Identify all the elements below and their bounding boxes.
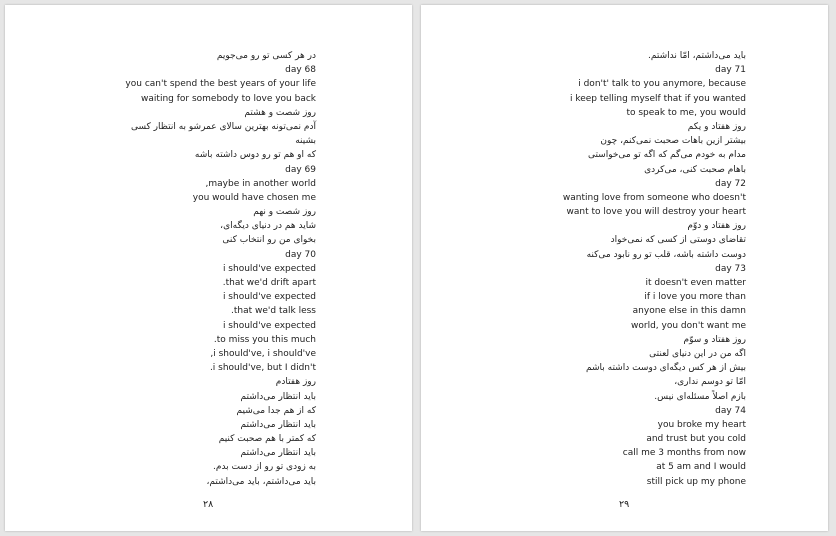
text-line: day 73 [715, 263, 746, 274]
text-line: to speak to me, you would [626, 107, 746, 118]
text-line: .that we'd drift apart [222, 278, 316, 288]
text-line: که از هم جدا می‌شیم [236, 405, 316, 416]
text-line: باهام صحبت کنی، می‌کردی [644, 164, 746, 175]
text-line: روز شصت و هشتم [244, 107, 316, 118]
text-line: آدم نمی‌تونه بهترین سالای عمرشو به انتظار کسی [130, 121, 316, 132]
text-line: باید انتظار می‌داشتم [240, 419, 316, 430]
text-line: امّا تو دوسم نداری، [674, 377, 746, 388]
left-page-number: ۲۸ [203, 499, 214, 510]
text-line: اگه من در این دنیای لعنتی [649, 348, 746, 359]
text-line: بشینه [295, 136, 316, 147]
text-line: day 68 [285, 65, 316, 76]
text-line: and trust but you cold [646, 434, 746, 445]
text-line: i should've expected [222, 320, 316, 331]
right-page-number: ۲۹ [619, 499, 630, 510]
text-line: day 70 [285, 249, 316, 260]
text-line: .i should've, but I didn't [209, 363, 316, 374]
text-line: still pick up my phone [646, 476, 746, 487]
right-page [421, 5, 828, 531]
text-line: at 5 am and I would [656, 462, 746, 473]
text-line: در هر کسی تو رو می‌جویم [216, 51, 316, 61]
text-line: call me 3 months from now [622, 448, 746, 459]
text-line: ,i should've, i should've [210, 348, 316, 359]
text-line: بیش از هر کس دیگه‌ای دوست داشته باشم [586, 363, 746, 374]
text-line: روز شصت و نهم [253, 207, 316, 218]
text-line: روز هفتاد و یکم [687, 121, 746, 132]
text-line: ,maybe in another world [205, 178, 316, 189]
text-line: want to love you will destroy your heart [566, 207, 746, 218]
text-line: day 69 [285, 164, 316, 175]
text-line: روز هفتاد و سوّم [683, 334, 746, 345]
text-line: waiting for somebody to love you back [141, 93, 316, 104]
text-line: world, you don't want me [631, 320, 746, 331]
text-line: day 72 [715, 178, 746, 189]
text-line: روز هفتاد و دوّم [687, 221, 746, 232]
text-line: day 74 [715, 405, 746, 416]
text-line: که کمتر با هم صحبت کنیم [218, 434, 316, 445]
left-page-text [125, 49, 316, 489]
text-line: تقاضای دوستی از کسی که نمی‌خواد [610, 235, 746, 246]
text-line: if i love you more than [644, 292, 746, 303]
text-line: .to miss you this much [213, 334, 316, 345]
text-line: بازم اصلاً مسئله‌ای نیس. [654, 391, 746, 402]
text-line: anyone else in this damn [632, 306, 746, 317]
text-line: it doesn't even matter [645, 278, 746, 288]
text-line: دوست داشته باشه، قلب تو رو نابود می‌کنه [586, 249, 746, 260]
text-line: شاید هم در دنیای دیگه‌ای، [220, 221, 316, 232]
text-line: مدام به خودم می‌گم که اگه تو می‌خواستی [587, 150, 746, 161]
text-line: باید می‌داشتم، باید می‌داشتم، [206, 476, 316, 487]
text-line: بیشتر ازین باهات صحبت نمی‌کنم، چون [600, 136, 746, 147]
text-line: i don't' talk to you anymore, because [578, 79, 746, 90]
text-line: باید انتظار می‌داشتم [240, 448, 316, 459]
text-line: you broke my heart [657, 419, 746, 430]
text-line: i should've expected [222, 263, 316, 274]
text-line: بخوای من رو انتخاب کنی [222, 235, 316, 246]
left-page [5, 5, 412, 531]
text-line: به زودی تو رو از دست بدم. [213, 462, 316, 473]
text-line: you would have chosen me [192, 192, 316, 203]
text-line: wanting love from someone who doesn't [562, 192, 746, 203]
text-line: i should've expected [222, 292, 316, 303]
text-line: you can't spend the best years of your life [125, 79, 316, 90]
text-line: باید انتظار می‌داشتم [240, 391, 316, 402]
text-line: که او هم تو رو دوس داشته باشه [194, 150, 316, 161]
text-line: .that we'd talk less [231, 306, 316, 317]
right-page-text [563, 49, 746, 489]
text-line: روز هفتادم [275, 377, 316, 388]
text-line: باید می‌داشتم، امّا نداشتم. [648, 51, 746, 61]
text-line: i keep telling myself that if you wanted [569, 93, 746, 104]
text-line: day 71 [715, 65, 746, 76]
